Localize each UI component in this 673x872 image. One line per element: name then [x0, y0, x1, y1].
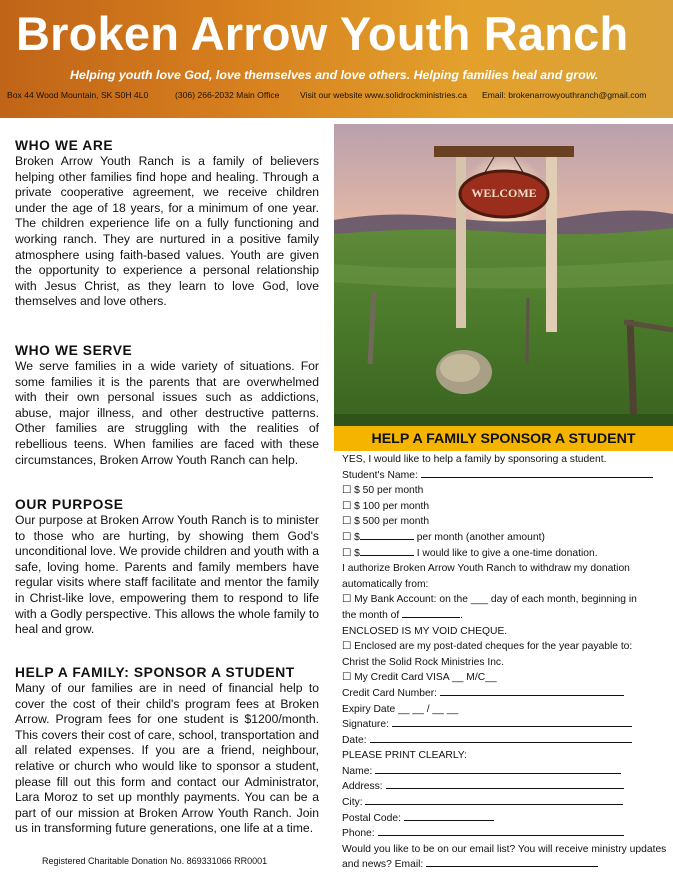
phone-field[interactable] — [378, 826, 624, 836]
student-name-row — [342, 468, 668, 484]
option-other-label: per month (another amount) — [413, 531, 545, 543]
section-body: Many of our families are in need of financial help to cover the cost of their child's program fees at Broken Arrow. Program fees for one student is $1200/month. This covers their cost of care, school, transportation and all related expenses. If you are a friend, neighbour, relative or church who would like to sponsor a student, please fill out this form and contact our Administrator, Lara Moroz to set up monthly payments. You can be a part of our mission at Broken Arrow Youth Ranch. Join us in transforming future generations, one life at a time. — [15, 681, 319, 836]
section-who-we-are — [15, 138, 319, 310]
section-who-we-serve — [15, 343, 319, 468]
email-list-text: Would you like to be on our email list? You will receive ministry updates — [342, 843, 667, 855]
section-heading: OUR PURPOSE — [15, 497, 124, 512]
option-50-checkbox[interactable]: ☐ $ 50 per month — [342, 485, 424, 497]
section-body: We serve families in a wide variety of situations. For some families it is the parents that are overwhelmed with their own personal issues such as addictions, abuse, major illness, and other destructive patterns. Other families are struggling with the realities of rebellious teens. When families are faced with these circumstances, Broken Arrow Youth Ranch can help. — [15, 359, 319, 467]
date-row — [342, 733, 668, 749]
credit-card-checkbox[interactable]: ☐ My Credit Card VISA __ M/C__ — [342, 672, 497, 684]
signature-field[interactable] — [392, 717, 632, 727]
expiry-date-field[interactable]: Expiry Date __ __ / __ __ — [342, 703, 459, 715]
option-500-checkbox[interactable]: ☐ $ 500 per month — [342, 516, 430, 528]
student-name-field[interactable] — [421, 468, 653, 478]
phone-number: (306) 266-2032 Main Office — [175, 90, 280, 100]
name-label: Name: — [342, 765, 373, 777]
section-heading: WHO WE SERVE — [15, 343, 133, 358]
date-field[interactable] — [370, 733, 632, 743]
form-intro: YES, I would like to help a family by sponsoring a student. — [342, 454, 607, 465]
email-row — [342, 857, 668, 872]
card-number-label: Credit Card Number: — [342, 687, 437, 699]
mailing-address: Box 44 Wood Mountain, SK S0H 4L0 — [7, 90, 149, 100]
date-label: Date: — [342, 734, 367, 746]
bank-month-label: the month of — [342, 609, 403, 621]
authorize-text: I authorize Broken Arrow Youth Ranch to withdraw my donation — [342, 563, 630, 575]
city-label: City: — [342, 797, 363, 809]
email-label: and news? Email: — [342, 859, 424, 871]
section-heading: HELP A FAMILY: SPONSOR A STUDENT — [15, 665, 295, 680]
student-name-label: Student's Name: — [342, 469, 418, 481]
void-cheque-text: ENCLOSED IS MY VOID CHEQUE. — [342, 625, 508, 637]
section-body: Broken Arrow Youth Ranch is a family of believers helping other families find hope and healing. Through a private cooperative agreement, we receive children under the age of 18 years, for a minimum of one year. The children experience life on a fully functioning and working ranch. They are nurtured in a positive family atmosphere using faith-based values. Youth are given the opportunity to experience a personal relationship with Jesus Christ, as they learn to love God, love themselves and love others. — [15, 154, 319, 309]
section-our-purpose — [15, 497, 319, 638]
payee-text: Christ the Solid Rock Ministries Inc. — [342, 656, 504, 668]
name-field[interactable] — [375, 764, 621, 774]
tagline: Helping youth love God, love themselves and love others. Helping families heal and grow. — [70, 68, 599, 82]
bank-month-row — [342, 608, 668, 624]
option-once-row[interactable] — [342, 546, 668, 562]
address-field[interactable] — [386, 779, 624, 789]
address-row — [342, 779, 668, 795]
city-field[interactable] — [365, 795, 623, 805]
ranch-welcome-photo — [334, 124, 673, 426]
other-amount-field[interactable] — [360, 530, 414, 540]
option-once-checkbox[interactable]: ☐ $ — [342, 547, 360, 559]
section-sponsor-student — [15, 665, 319, 837]
website-link[interactable]: Visit our website www.solidrockministries.ca — [300, 90, 467, 100]
sponsor-banner: HELP A FAMILY SPONSOR A STUDENT — [334, 426, 673, 451]
registration-number: Registered Charitable Donation No. 869331066 RR0001 — [42, 856, 268, 866]
signature-label: Signature: — [342, 719, 389, 731]
bank-account-checkbox[interactable]: ☐ My Bank Account: on the ___ day of each month, beginning in — [342, 594, 637, 606]
option-other-row[interactable] — [342, 530, 668, 546]
authorize-text: automatically from: — [342, 578, 429, 590]
postal-code-label: Postal Code: — [342, 812, 401, 824]
bank-month-field[interactable] — [402, 608, 460, 618]
one-time-amount-field[interactable] — [360, 546, 414, 556]
option-100-checkbox[interactable]: ☐ $ 100 per month — [342, 500, 430, 512]
bank-month-period: . — [460, 609, 463, 621]
page-header — [0, 0, 673, 118]
city-row — [342, 795, 668, 811]
option-once-label: I would like to give a one-time donation. — [413, 547, 598, 559]
page-title: Broken Arrow Youth Ranch — [16, 7, 629, 60]
postdated-cheques-checkbox[interactable]: ☐ Enclosed are my post-dated cheques for the year payable to: — [342, 641, 633, 653]
email-link[interactable]: Email: brokenarrowyouthranch@gmail.com — [482, 90, 647, 100]
phone-label: Phone: — [342, 828, 375, 840]
email-field[interactable] — [426, 857, 598, 867]
print-clearly-text: PLEASE PRINT CLEARLY: — [342, 750, 467, 762]
card-number-field[interactable] — [440, 686, 624, 696]
postal-code-field[interactable] — [404, 811, 494, 821]
signature-row — [342, 717, 668, 733]
section-heading: WHO WE ARE — [15, 138, 114, 153]
option-other-checkbox[interactable]: ☐ $ — [342, 531, 360, 543]
phone-row — [342, 826, 668, 842]
welcome-sign-text: WELCOME — [471, 186, 537, 200]
name-row — [342, 764, 668, 780]
card-number-row — [342, 686, 668, 702]
postal-code-row — [342, 811, 668, 827]
section-body: Our purpose at Broken Arrow Youth Ranch is to minister to those who are hurting, by showing them God's unconditional love. We provide children and youth with a safe, loving home. Parents and family members have regular visits where staff facilitate and mentor the family in Christ-like love, empowering them to respond to life with a Godly perspective. This allows the whole family to heal and grow. — [15, 513, 319, 637]
sponsor-form — [342, 452, 668, 872]
address-label: Address: — [342, 781, 383, 793]
